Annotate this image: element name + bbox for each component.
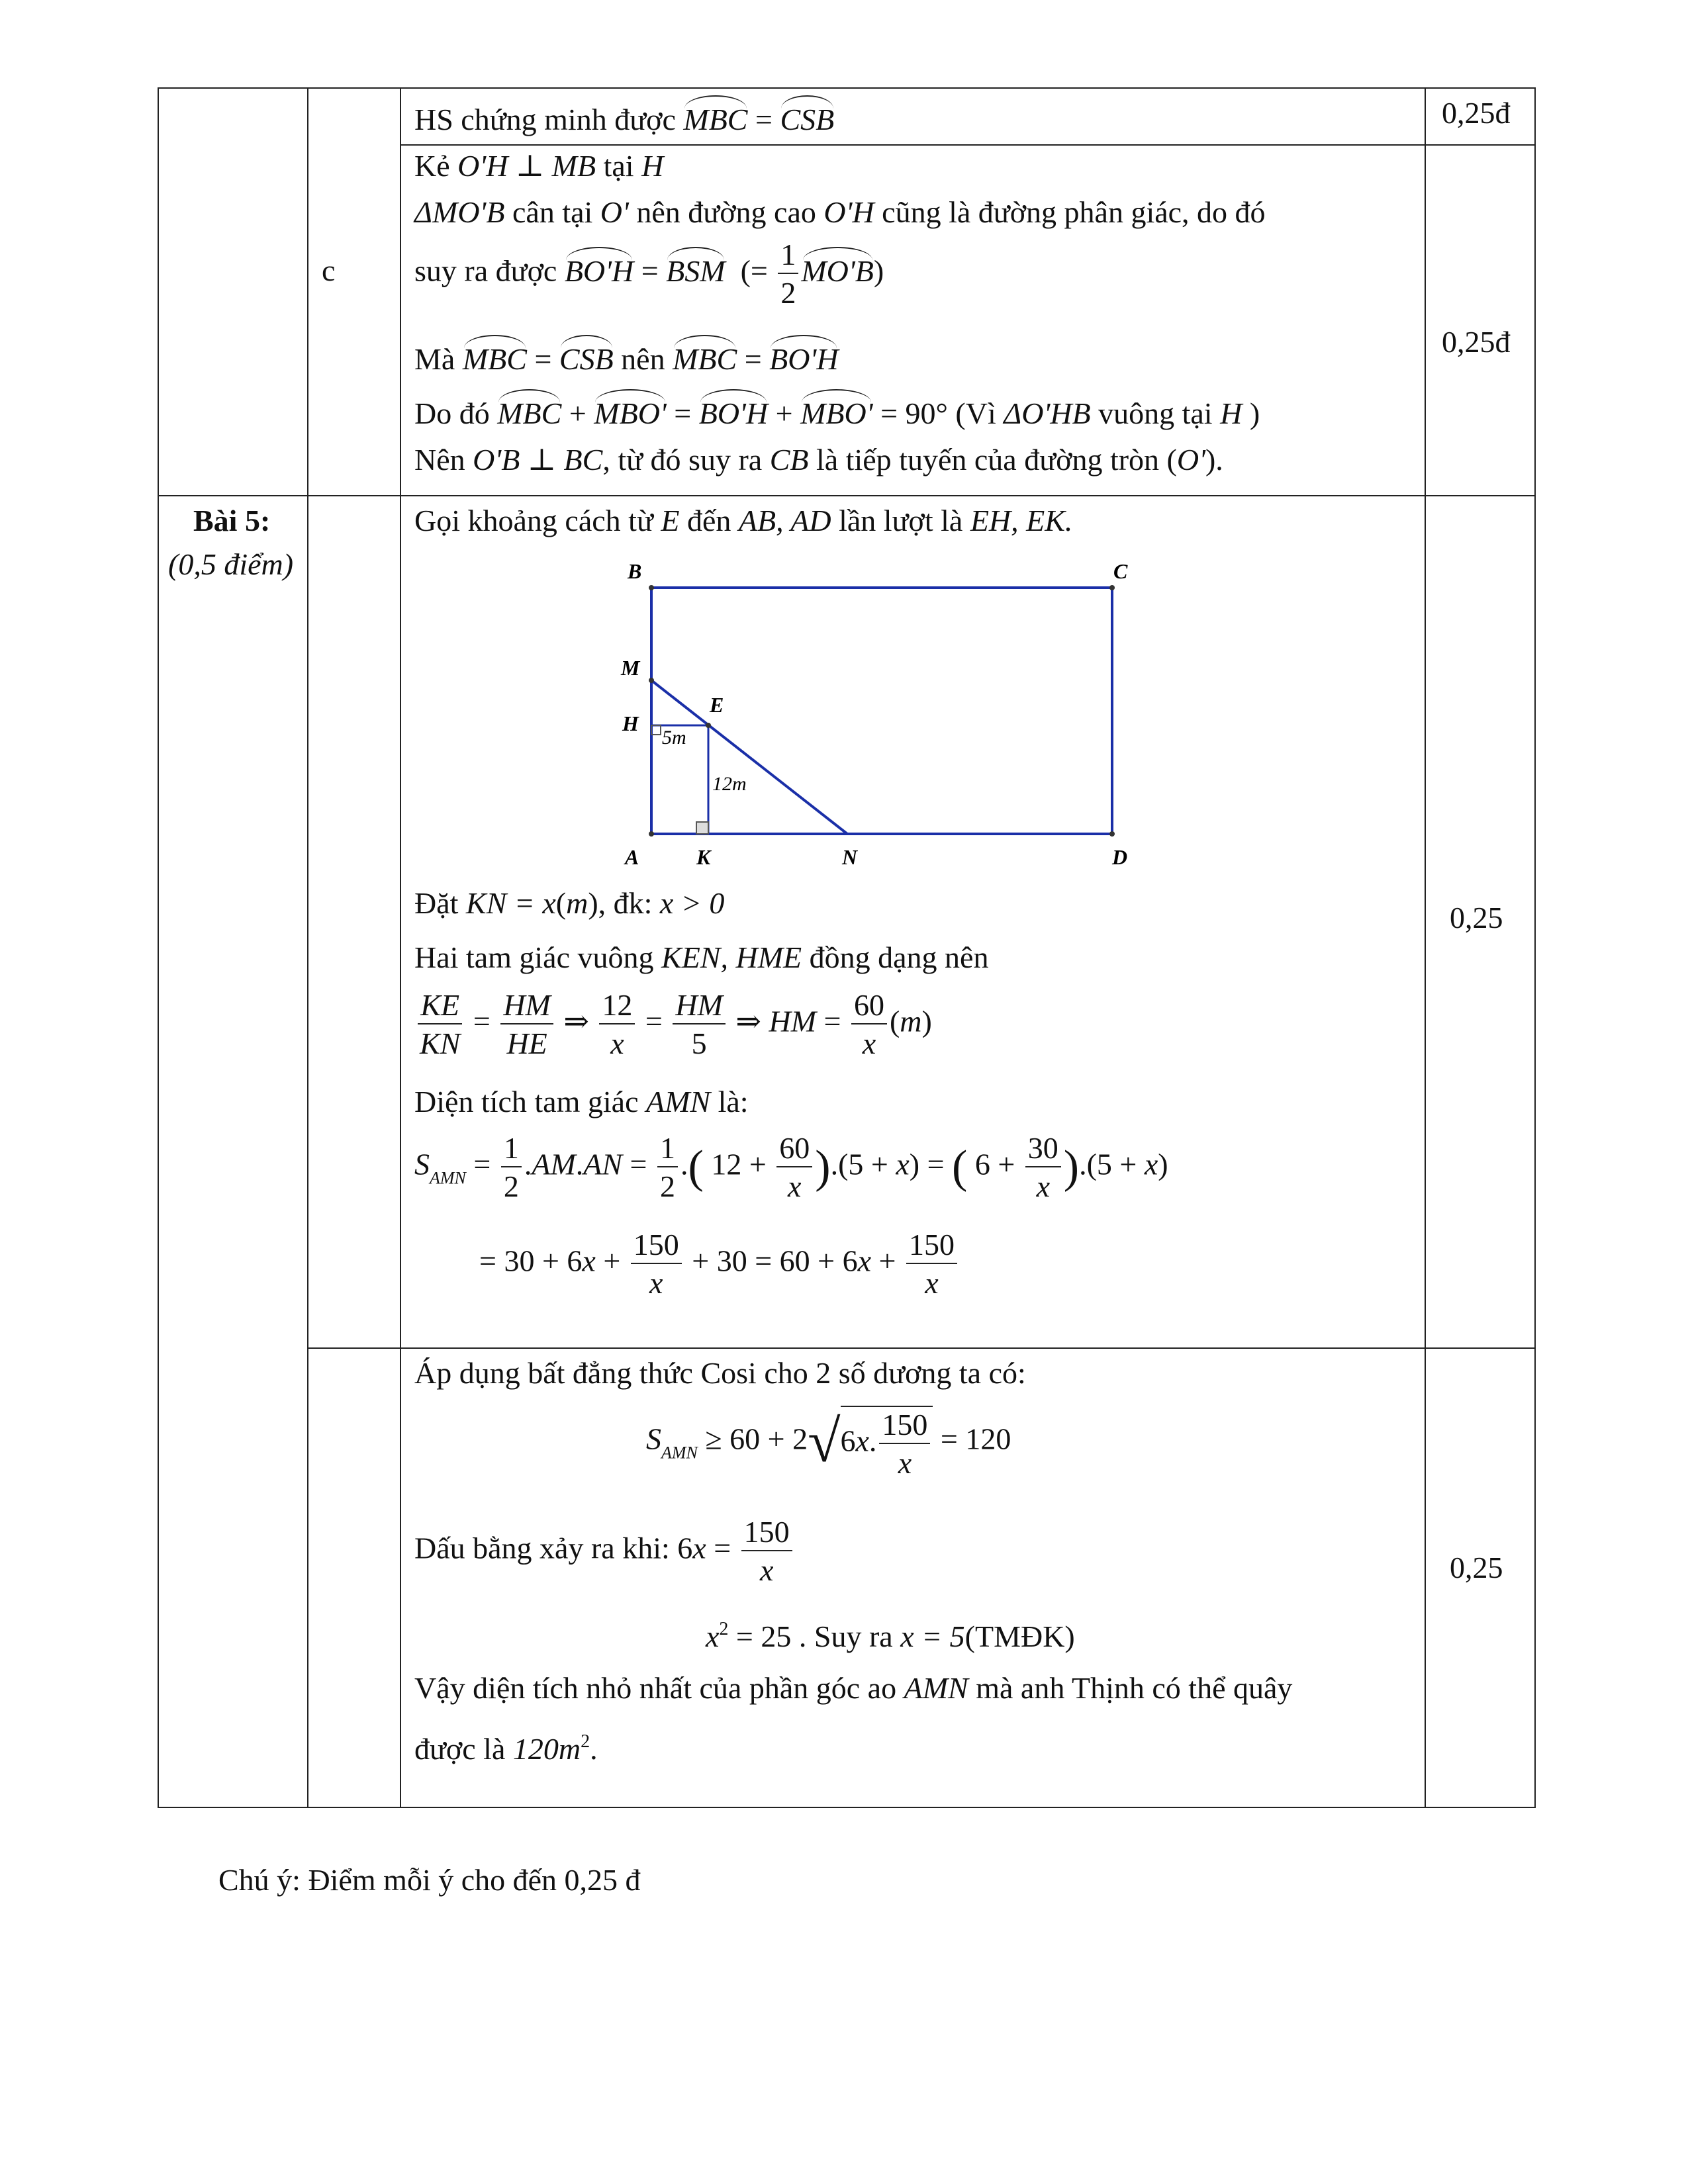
table-col-divider-1 [307,87,308,1808]
problem-title: Bài 5: [193,504,271,537]
right-angle-h [651,725,661,735]
part-label: c [322,253,336,287]
label-k: K [696,845,711,869]
conclusion-line-1: Vậy diện tích nhỏ nhất của phần góc ao AMN mà anh Thịnh có thể quây [414,1671,1293,1705]
proof-line-6: Do đó MBC + MBO' = BO'H + MBO' = 90° (Vì ΔO'HB vuông tại H ) [414,396,1260,430]
proof-line-4: suy ra được BO'H = BSM (= $\frac{1}{2}$ MO'B) [414,238,884,310]
label-d: D [1112,845,1128,869]
right-angle-k [696,822,708,834]
area-equation-2: = 30 + 6x + $\frac{150}{x}$ + 30 = 60 + 6x + $\frac{150}{x}$ [479,1230,960,1298]
area-intro-line: Diện tích tam giác AMN là: [414,1085,749,1118]
table-row-divider-2 [158,495,1536,496]
segment-mn [651,680,847,834]
proof-line-7: Nên O'B ⊥ BC, từ đó suy ra CB là tiếp tuyến của đường tròn (O'). [414,443,1223,477]
score-part-1: 0,25 [1450,901,1503,934]
solution-line: $x^2 = 25$ . Suy ra x = 5(TMĐK) [706,1619,1075,1653]
table-row-divider-3 [307,1347,1536,1349]
area-equation-1: $S_{AMN}$ = $\frac{1}{2}$ .AM.AN = $\frac{1}{2}$ .( 12 + $\frac{60}{x}$ ).(5 + x) = ( 6 + $\frac{30}{x}$ ).(5 + x) [414,1131,1168,1203]
proof-line-3: ΔMO'B cân tại O' nên đường cao O'H cũng là đường phân giác, do đó [414,195,1266,229]
table-col-divider-2 [400,87,401,1808]
equality-condition: Dấu bằng xảy ra khi: 6x = $\frac{150}{x}$ [414,1517,795,1586]
score-part-2: 0,25 [1450,1551,1503,1584]
table-row-divider-1 [400,144,1536,146]
footnote: Chú ý: Điểm mỗi ý cho đến 0,25 đ [218,1863,641,1897]
label-h: H [622,711,639,735]
proof-line-1: HS chứng minh được MBC = CSB [414,103,835,136]
label-m: M [621,656,640,680]
table-col-divider-3 [1425,87,1426,1808]
conclusion-line-2: được là $120m^2$. [414,1731,598,1766]
score-proof-2: 0,25đ [1442,325,1511,359]
problem-points: (0,5 điểm) [168,547,294,581]
similar-triangles-line: Hai tam giác vuông KEN, HME đồng dạng nên [414,940,989,974]
label-a: A [625,845,639,869]
length-ek: 12m [712,773,747,795]
label-n: N [842,845,858,869]
set-variable-line: Đặt KN = x(m), đk: x > 0 [414,886,725,920]
rectangle-diagram [596,543,1231,874]
label-b: B [628,559,642,583]
score-proof-1: 0,25đ [1442,96,1511,130]
length-he: 5m [662,727,686,749]
proof-line-5: Mà MBC = CSB nên MBC = BO'H [414,342,839,376]
label-c: C [1113,559,1128,583]
label-e: E [710,693,724,717]
proof-line-2: Kẻ O'H ⊥ MB tại H [414,149,664,183]
cosi-line: Áp dụng bất đẳng thức Cosi cho 2 số dương ta có: [414,1356,1026,1390]
cosi-inequality: $S_{AMN} \ge 60 + 2√6x$. $\frac{150}{x}$ = 120 [646,1406,1011,1479]
intro-line: Gọi khoảng cách từ E đến AB, AD lần lượt là EH, EK. [414,504,1073,537]
ratio-equation: $\frac{KE}{KN}$ = $\frac{HM}{HE}$ ⇒ $\frac{12}{x}$ = $\frac{HM}{5}$ ⇒ HM = $\frac{60}{x}$ (m) [414,990,932,1059]
